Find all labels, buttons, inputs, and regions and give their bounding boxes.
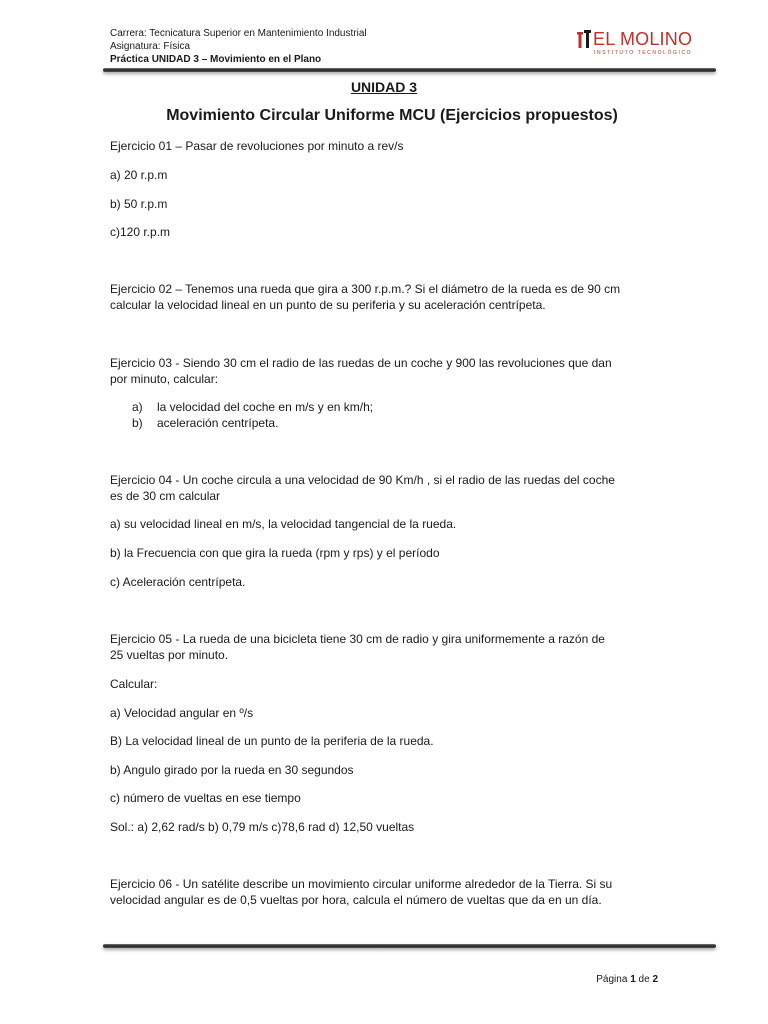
exercise-04-line-2: es de 30 cm calcular — [110, 489, 221, 503]
exercise-02-line-2: calcular la velocidad lineal en un punto de su periferia y su aceleración centrípeta. — [110, 298, 546, 312]
list-marker: a) — [132, 400, 143, 414]
exercise-04-line-1: Ejercicio 04 - Un coche circula a una velocidad de 90 Km/h , si el radio de las ruedas del coche — [110, 473, 615, 487]
logo-mark-icon — [576, 30, 592, 50]
page-label: Página — [596, 974, 628, 985]
page-title: Movimiento Circular Uniforme MCU (Ejercicios propuestos) — [166, 107, 618, 124]
exercise-06-line-2: velocidad angular es de 0,5 vueltas por hora, calcula el número de vueltas que da en un día. — [110, 893, 602, 907]
exercise-03-line-2: por minuto, calcular: — [110, 372, 219, 386]
el-molino-logo — [576, 28, 693, 58]
exercise-02-line-1: Ejercicio 02 – Tenemos una rueda que gira a 300 r.p.m.? Si el diámetro de la rueda es de 90 cm — [110, 282, 621, 296]
exercise-01-item-c: c)120 r.p.m — [110, 225, 171, 239]
list-item-text: la velocidad del coche en m/s y en km/h; — [157, 400, 374, 414]
exercise-01-item-b: b) 50 r.p.m — [110, 197, 168, 211]
exercise-01-item-a: a) 20 r.p.m — [110, 168, 168, 182]
exercise-05-item-c: c) número de vueltas en ese tiempo — [110, 791, 301, 805]
page-header — [110, 27, 367, 66]
exercise-05-line-1: Ejercicio 05 - La rueda de una bicicleta tiene 30 cm de radio y gira uniformemente a razón de — [110, 632, 605, 646]
exercise-03-item-b — [132, 415, 278, 431]
page-number: 1 — [630, 974, 636, 985]
exercise-05-item-a: a) Velocidad angular en º/s — [110, 706, 254, 720]
exercise-05-solution: Sol.: a) 2,62 rad/s b) 0,79 m/s c)78,6 rad d) 12,50 vueltas — [110, 820, 415, 834]
page-footer — [596, 973, 658, 986]
total-pages: 2 — [652, 974, 658, 985]
exercise-03-line-1: Ejercicio 03 - Siendo 30 cm el radio de las ruedas de un coche y 900 las revoluciones que dan — [110, 356, 612, 370]
header-career: Carrera: Tecnicatura Superior en Mantenimiento Industrial — [110, 28, 367, 39]
footer-divider — [103, 944, 716, 948]
header-practice: Práctica UNIDAD 3 – Movimiento en el Plano — [110, 54, 322, 65]
list-marker: b) — [132, 416, 143, 430]
exercise-05-item-B: B) La velocidad lineal de un punto de la periferia de la rueda. — [110, 734, 434, 748]
exercise-04-item-b: b) la Frecuencia con que gira la rueda (rpm y rps) y el período — [110, 546, 440, 560]
exercise-05-line-2: 25 vueltas por minuto. — [110, 648, 229, 662]
header-subject: Asignatura: Física — [110, 41, 191, 52]
header-divider — [103, 68, 716, 72]
exercise-04-item-a: a) su velocidad lineal en m/s, la velocidad tangencial de la rueda. — [110, 517, 457, 531]
exercise-04-item-c: c) Aceleración centrípeta. — [110, 575, 246, 589]
exercise-05-calculate: Calcular: — [110, 677, 158, 691]
unit-title: UNIDAD 3 — [350, 79, 418, 95]
list-item-text: aceleración centrípeta. — [157, 416, 279, 430]
logo-name: EL MOLINO — [593, 29, 693, 49]
logo-subtitle: INSTITUTO TECNOLÓGICO — [594, 50, 693, 56]
exercise-03-item-a — [132, 399, 373, 415]
exercise-05-item-b: b) Angulo girado por la rueda en 30 segundos — [110, 763, 354, 777]
exercise-06-line-1: Ejercicio 06 - Un satélite describe un movimiento circular uniforme alrededor de la Tierra. Si su — [110, 877, 613, 891]
exercise-01-statement: Ejercicio 01 – Pasar de revoluciones por minuto a rev/s — [110, 139, 404, 153]
of-label: de — [638, 974, 650, 985]
